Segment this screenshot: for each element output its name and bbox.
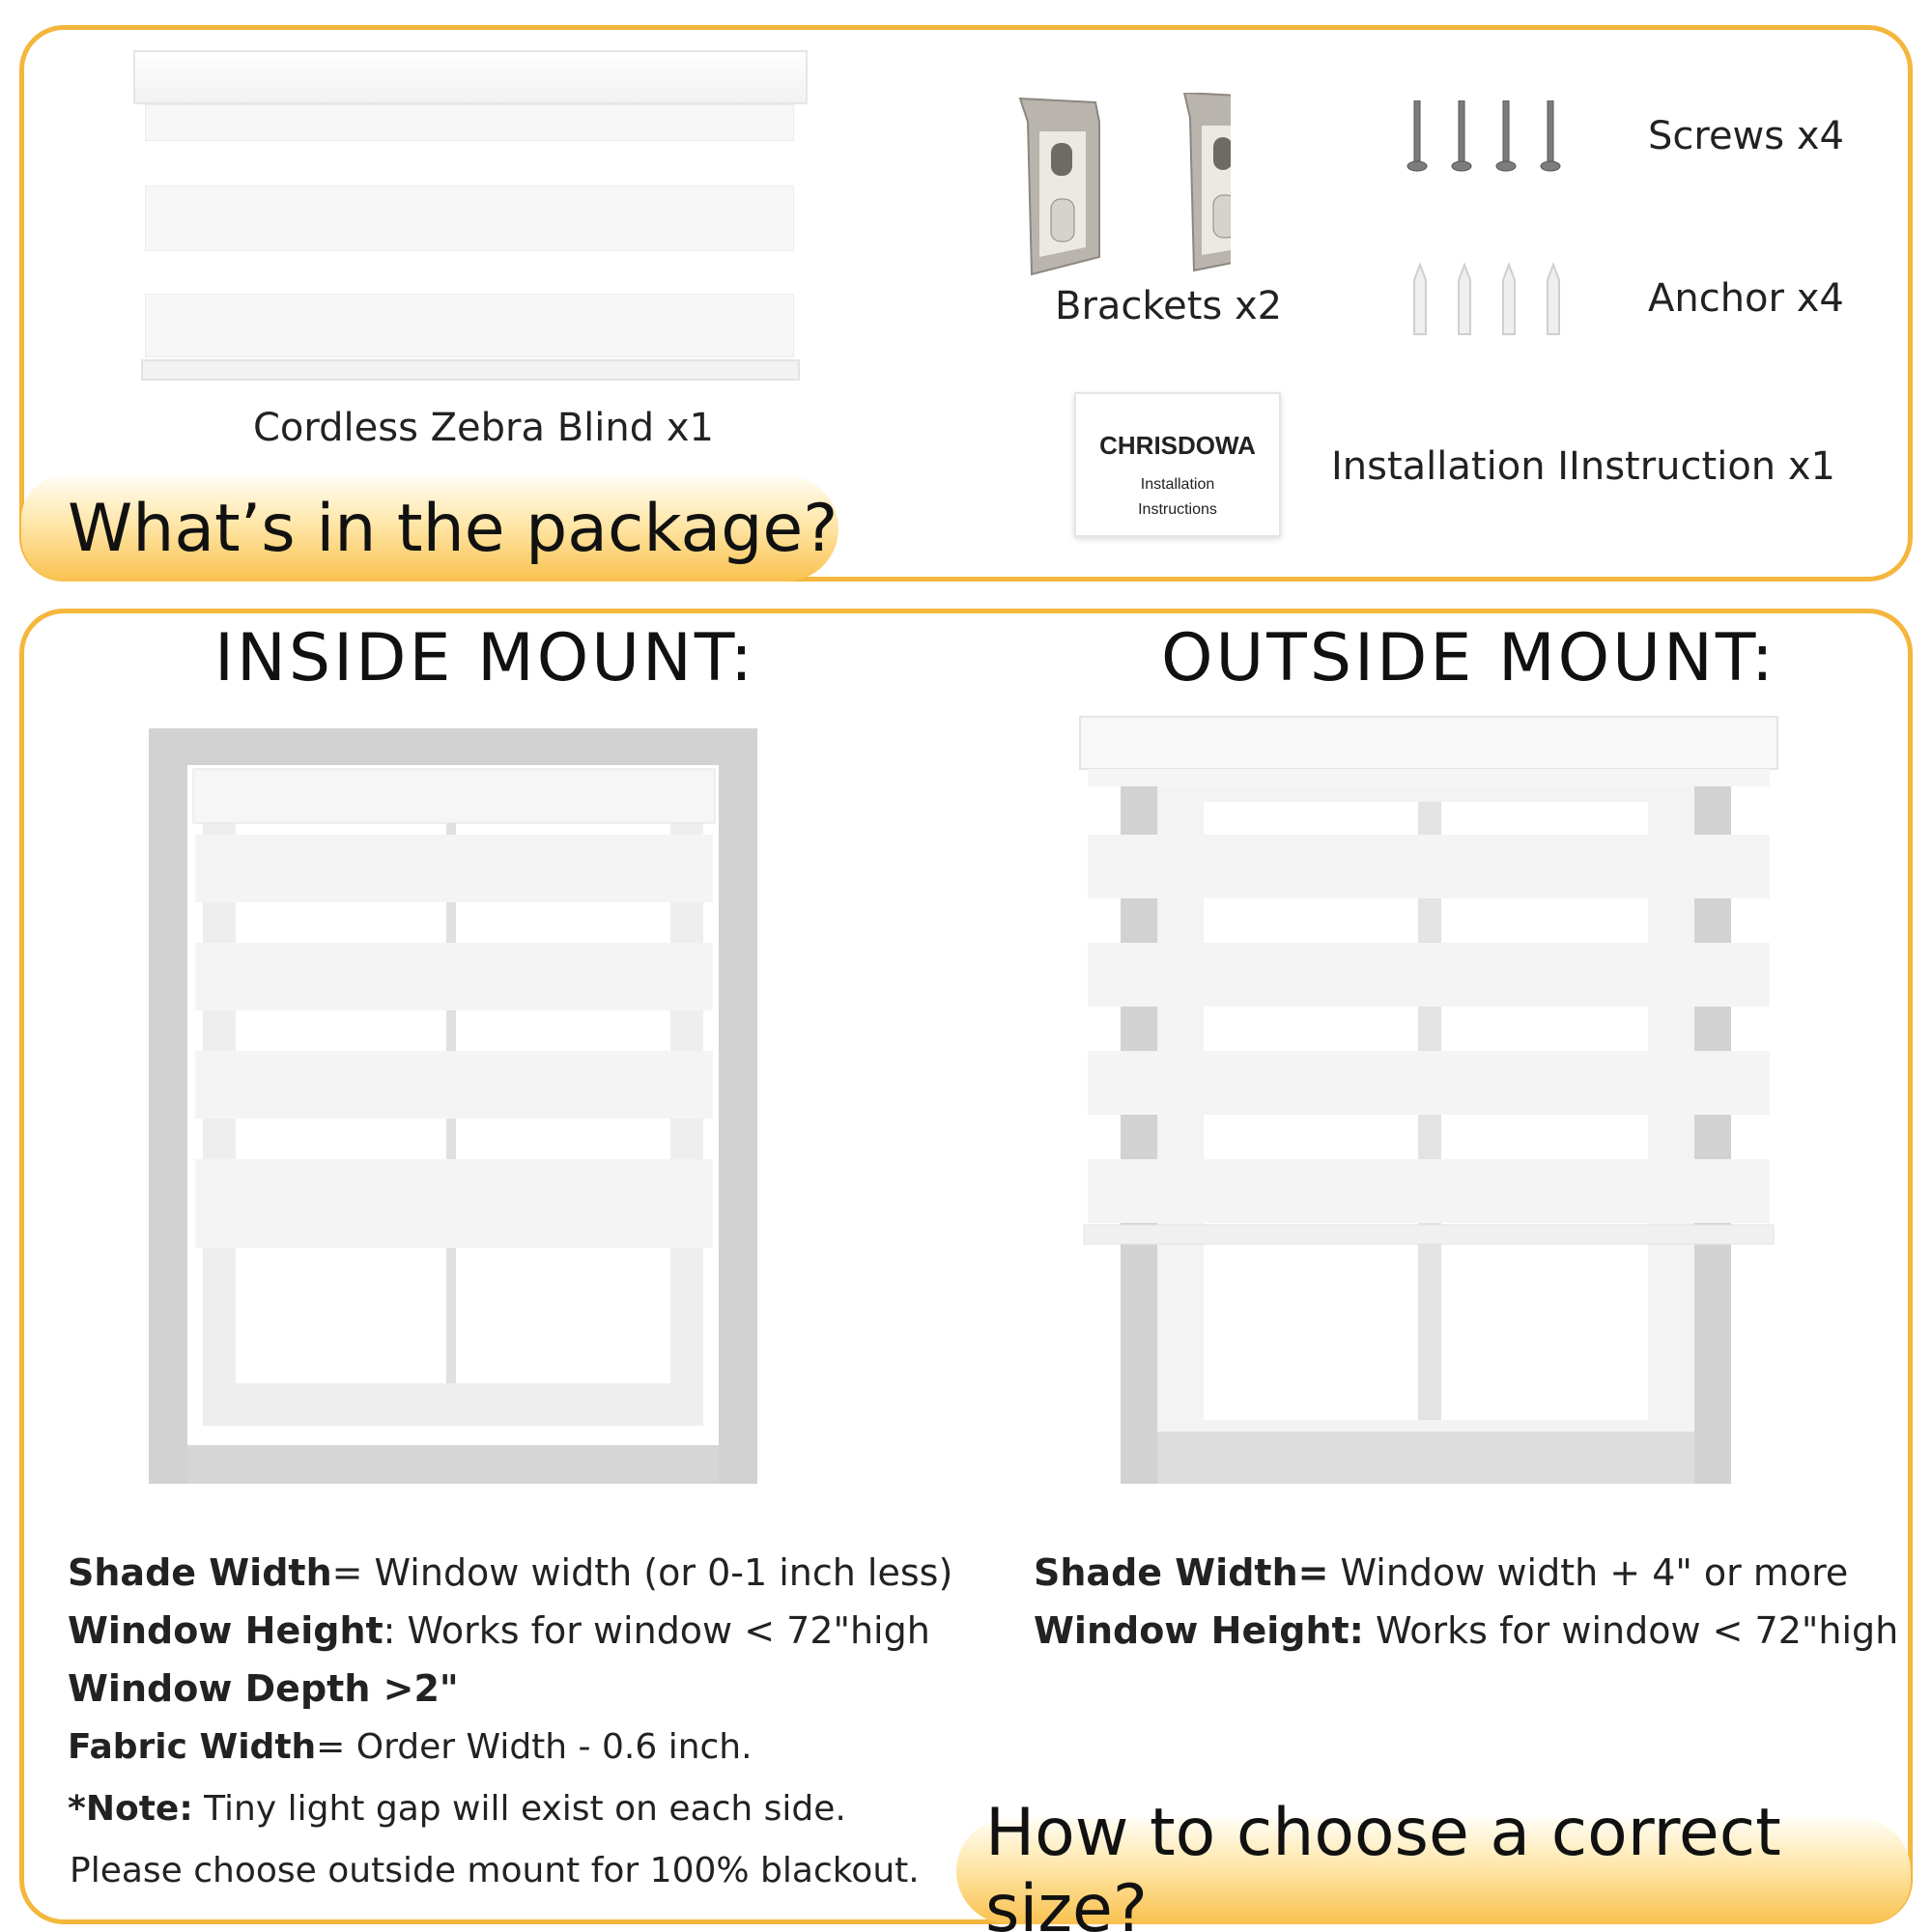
brackets-label: Brackets x2 [1055,284,1283,328]
outside-shade-width: Shade Width= Window width + 4" or more [1034,1551,1849,1594]
inside-window-height: Window Height: Works for window < 72"high [68,1609,930,1652]
instruction-label: Installation IInstruction x1 [1331,444,1835,489]
inside-fabric-width: Fabric Width= Order Width - 0.6 inch. [68,1727,753,1767]
instruction-booklet [1074,392,1281,537]
inside-mount-image [145,726,763,1490]
inside-window-depth: Window Depth >2" [68,1667,459,1710]
inside-mount-title: INSIDE MOUNT: [214,620,755,696]
outside-window-height: Window Height: Works for window < 72"high [1034,1609,1899,1652]
bracket-icon [1018,93,1231,282]
screws-label: Screws x4 [1648,114,1844,158]
size-banner [956,1795,1911,1932]
outside-mount-image [1074,715,1789,1488]
booklet-line-1: Installation [1140,476,1215,493]
anchor-label: Anchor x4 [1648,276,1844,321]
booklet-brand: CHRISDOWA [1099,431,1256,460]
blind-label: Cordless Zebra Blind x1 [253,406,714,450]
inside-note-line2: Please choose outside mount for 100% blackout. [70,1851,920,1890]
package-banner [21,475,838,582]
screw-icon [1405,100,1578,178]
anchor-icon [1408,261,1582,338]
size-banner-text: How to choose a correct size? [985,1795,1781,1932]
package-banner-text: What’s in the package? [68,490,838,567]
outside-mount-title: OUTSIDE MOUNT: [1161,620,1776,696]
inside-shade-width: Shade Width= Window width (or 0-1 inch less) [68,1551,953,1594]
booklet-line-2: Instructions [1138,501,1217,518]
inside-note: *Note: Tiny light gap will exist on each side. [68,1789,846,1829]
